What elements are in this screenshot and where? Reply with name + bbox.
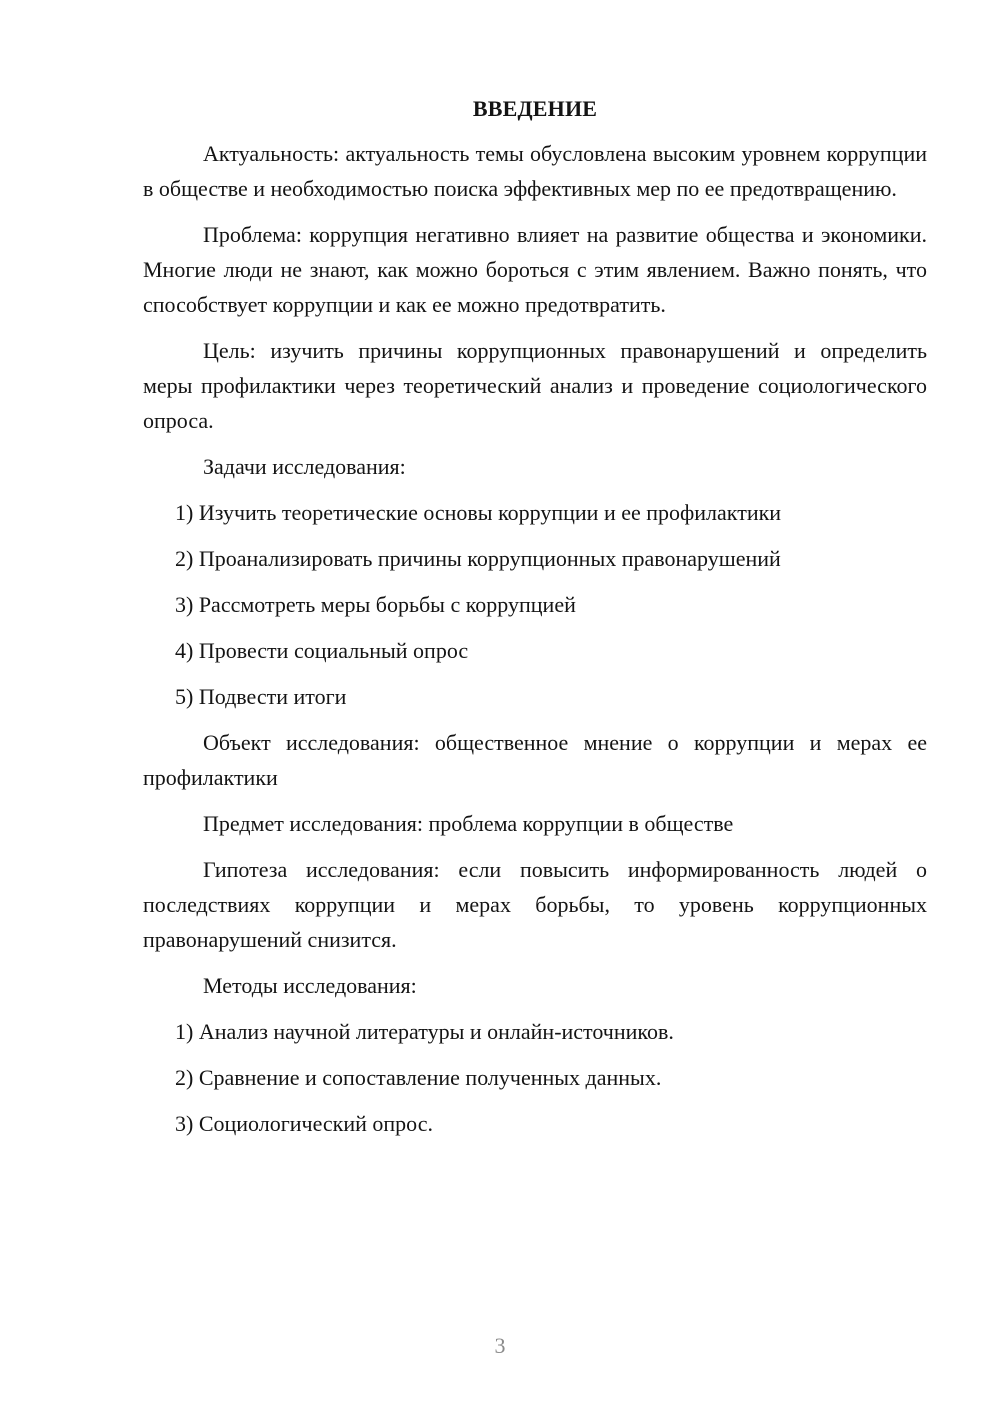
method-item: 2) Сравнение и сопоставление полученных данных. xyxy=(175,1065,662,1090)
goal-paragraph: Цель: изучить причины коррупционных правонарушений и определить меры профилактики через теоретический анализ и проведение социологического опроса. xyxy=(143,338,927,433)
tasks-list xyxy=(143,495,927,714)
problem-paragraph: Проблема: коррупция негативно влияет на развитие общества и экономики. Многие люди не знают, как можно бороться с этим явлением. Важно понять, что способствует коррупции и как ее можно предотвратить. xyxy=(143,222,927,317)
subject-paragraph: Предмет исследования: проблема коррупции в обществе xyxy=(203,811,734,836)
page-content xyxy=(143,94,927,1152)
methods-heading: Методы исследования: xyxy=(203,973,417,998)
task-item: 2) Проанализировать причины коррупционных правонарушений xyxy=(175,546,781,571)
task-item: 1) Изучить теоретические основы коррупции и ее профилактики xyxy=(175,500,782,525)
section-title: ВВЕДЕНИЕ xyxy=(472,96,598,121)
object-paragraph: Объект исследования: общественное мнение о коррупции и мерах ее профилактики xyxy=(143,730,927,790)
page-number: 3 xyxy=(494,1333,506,1358)
method-item: 1) Анализ научной литературы и онлайн-источников. xyxy=(175,1019,674,1044)
relevance-paragraph: Актуальность: актуальность темы обусловлена высоким уровнем коррупции в обществе и необходимостью поиска эффективных мер по ее предотвращению. xyxy=(143,141,927,201)
methods-list xyxy=(143,1014,927,1141)
task-item: 3) Рассмотреть меры борьбы с коррупцией xyxy=(175,592,576,617)
method-item: 3) Социологический опрос. xyxy=(175,1111,433,1136)
tasks-heading: Задачи исследования: xyxy=(203,454,406,479)
hypothesis-paragraph: Гипотеза исследования: если повысить информированность людей о последствиях коррупции и мерах борьбы, то уровень коррупционных правонарушений снизится. xyxy=(143,857,927,952)
task-item: 4) Провести социальный опрос xyxy=(175,638,469,663)
task-item: 5) Подвести итоги xyxy=(175,684,347,709)
